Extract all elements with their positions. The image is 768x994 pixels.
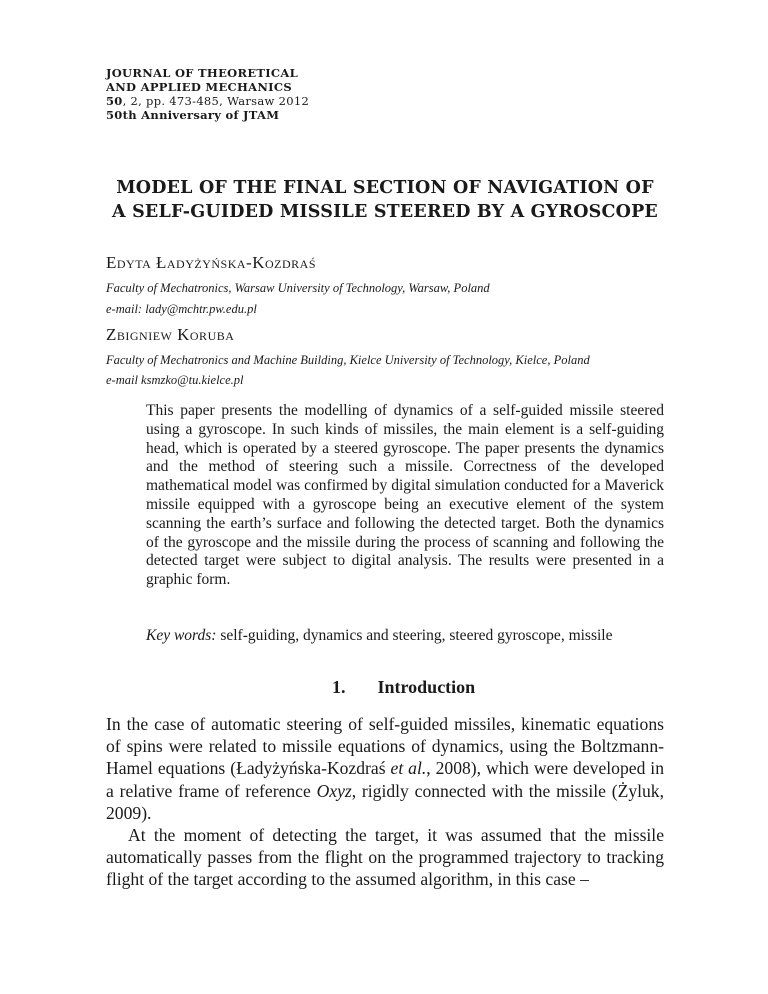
- keywords: [146, 627, 612, 645]
- paragraph-1: [106, 713, 664, 824]
- journal-volume: 50: [106, 94, 123, 108]
- section-number: 1.: [332, 677, 346, 697]
- journal-pages: , 2, pp. 473-485, Warsaw 2012: [122, 94, 310, 108]
- journal-header: [106, 66, 309, 122]
- paragraph-2: At the moment of detecting the target, it was assumed that the missile automatically passes from the flight on the programmed trajectory to tracking flight of the target according to the assumed algorithm, in this case –: [106, 825, 664, 890]
- abstract: [146, 402, 664, 590]
- author-1-affiliation: Faculty of Mechatronics, Warsaw University of Technology, Warsaw, Poland: [106, 281, 490, 295]
- abstract-text: This paper presents the modelling of dynamics of a self-guided missile steered using a gyroscope. In such kinds of missiles, the main element is a self-guiding head, which is operated by a steered gyroscope. The paper presents the dynamics and the method of steering such a missile. Correctness of the developed mathematical model was confirmed by digital simulation conducted for a Maverick missile equipped with a gyroscope being an executive element of the system scanning the earth’s surface and following the detected target. Both the dynamics of the gyroscope and the missile during the process of scanning and following the detected target were subject to digital analysis. The results were presented in a graphic form.: [146, 402, 664, 589]
- journal-name-line2: AND APPLIED MECHANICS: [106, 80, 292, 94]
- paragraph-1-frame-symbol: Oxyz: [316, 780, 352, 801]
- author-2-email: e-mail ksmzko@tu.kielce.pl: [106, 373, 244, 387]
- journal-volume-line: [106, 94, 309, 108]
- author-2-affiliation: Faculty of Mechatronics and Machine Building, Kielce University of Technology, Kielce, Poland: [106, 353, 590, 367]
- paper-title-line2: A SELF-GUIDED MISSILE STEERED BY A GYROSCOPE: [112, 202, 658, 222]
- section-heading: [332, 677, 475, 698]
- paragraph-1-etal: et al.: [390, 758, 427, 779]
- author-1-email: e-mail: lady@mchtr.pw.edu.pl: [106, 302, 257, 316]
- author-1-name: Edyta Ładyżyńska-Kozdraś: [106, 253, 316, 272]
- body-text: [106, 713, 664, 891]
- section-title: Introduction: [377, 677, 476, 697]
- paper-title: [90, 176, 680, 224]
- paragraph-1-part-a: In the case of automatic steering of self-guided missiles, kinematic equations of spins were related to missile equations of dynamics, using the Boltzmann-Hamel equations (Ładyżyńska-Kozdraś: [106, 714, 664, 779]
- journal-anniversary: 50th Anniversary of JTAM: [106, 108, 280, 122]
- paper-title-line1: MODEL OF THE FINAL SECTION OF NAVIGATION OF: [116, 178, 654, 198]
- keywords-text: self-guiding, dynamics and steering, steered gyroscope, missile: [216, 627, 613, 644]
- author-2-name: Zbigniew Koruba: [106, 325, 235, 344]
- keywords-label: Key words:: [146, 627, 217, 644]
- journal-name-line1: JOURNAL OF THEORETICAL: [106, 66, 298, 80]
- paragraph-1-part-b: , 2008), which were developed in a relative frame of reference: [106, 758, 664, 801]
- paragraph-1-part-c: , rigidly connected with the missile (Żyluk, 2009).: [106, 780, 664, 823]
